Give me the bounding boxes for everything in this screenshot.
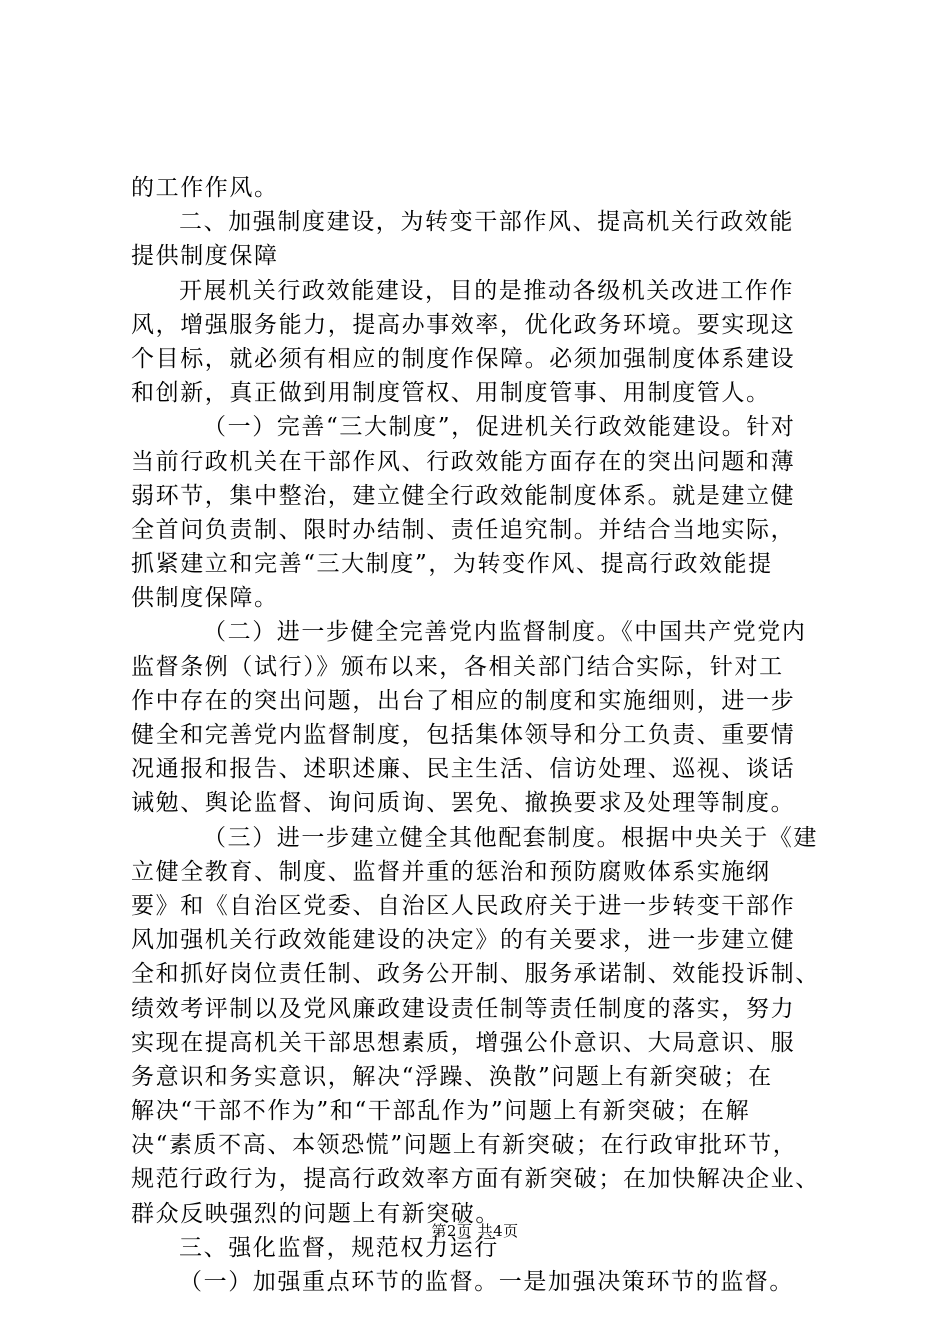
text-line: 绩效考评制以及党风廉政建设责任制等责任制度的落实，努力 xyxy=(131,995,796,1022)
text-line: 风加强机关行政效能建设的决定》的有关要求，进一步建立健 xyxy=(131,927,796,954)
text-line: 监督条例（试行）》颁布以来，各相关部门结合实际，针对工 xyxy=(131,653,784,680)
document-body xyxy=(131,171,831,1299)
text-line: 开展机关行政效能建设，目的是推动各级机关改进工作作 xyxy=(179,277,794,304)
text-line: 和创新，真正做到用制度管权、用制度管事、用制度管人。 xyxy=(131,380,771,407)
text-line: 解决“干部不作为”和“干部乱作为”问题上有新突破；在解 xyxy=(131,1098,751,1125)
text-line: 个目标，就必须有相应的制度作保障。必须加强制度体系建设 xyxy=(131,345,796,372)
text-line: 健全和完善党内监督制度，包括集体领导和分工负责、重要情 xyxy=(131,722,796,748)
text-line: （三）进一步建立健全其他配套制度。根据中央关于《建 xyxy=(203,824,818,851)
text-line: 弱环节，集中整治，建立健全行政效能制度体系。就是建立健 xyxy=(131,482,796,509)
text-line: 二、加强制度建设，为转变干部作风、提高机关行政效能 xyxy=(179,209,794,236)
text-line: 况通报和报告、述职述廉、民主生活、信访处理、巡视、谈话 xyxy=(131,756,796,783)
text-line: 供制度保障。 xyxy=(131,585,279,612)
text-line: 群众反映强烈的问题上有新突破。 xyxy=(131,1200,500,1227)
text-line: （一）加强重点环节的监督。一是加强决策环节的监督。 xyxy=(179,1269,794,1295)
text-line: 的工作作风。 xyxy=(131,175,279,201)
text-line: 实现在提高机关干部思想素质，增强公仆意识、大局意识、服 xyxy=(131,1029,796,1056)
text-line: 务意识和务实意识，解决“浮躁、涣散”问题上有新突破；在 xyxy=(131,1063,773,1090)
text-line: 作中存在的突出问题，出台了相应的制度和实施细则，进一步 xyxy=(131,687,796,714)
text-line: 全首问负责制、限时办结制、责任追究制。并结合当地实际， xyxy=(131,516,796,543)
page-footer: 第2页 共4页 xyxy=(431,1222,519,1240)
text-line: 诫勉、舆论监督、询问质询、罢免、撤换要求及处理等制度。 xyxy=(131,790,796,817)
text-line: （一）完善“三大制度”，促进机关行政效能建设。针对 xyxy=(203,414,796,441)
text-line: 风，增强服务能力，提高办事效率，优化政务环境。要实现这 xyxy=(131,311,796,338)
text-line: 规范行政行为，提高行政效率方面有新突破；在加快解决企业、 xyxy=(131,1166,820,1193)
text-line: 提供制度保障 xyxy=(131,243,279,270)
text-line: 当前行政机关在干部作风、行政效能方面存在的突出问题和薄 xyxy=(131,448,796,475)
text-line: 全和抓好岗位责任制、政务公开制、服务承诺制、效能投诉制、 xyxy=(131,961,820,988)
text-line: 要》和《自治区党委、自治区人民政府关于进一步转变干部作 xyxy=(131,892,796,919)
text-line: 决“素质不高、本领恐慌”问题上有新突破；在行政审批环节， xyxy=(131,1132,798,1159)
text-line: （二）进一步健全完善党内监督制度。《中国共产党党内 xyxy=(203,619,807,646)
text-line: 抓紧建立和完善“三大制度”，为转变作风、提高行政效能提 xyxy=(131,551,773,578)
text-line: 三、强化监督，规范权力运行 xyxy=(179,1234,499,1261)
text-line: 立健全教育、制度、监督并重的惩治和预防腐败体系实施纲 xyxy=(131,858,771,885)
